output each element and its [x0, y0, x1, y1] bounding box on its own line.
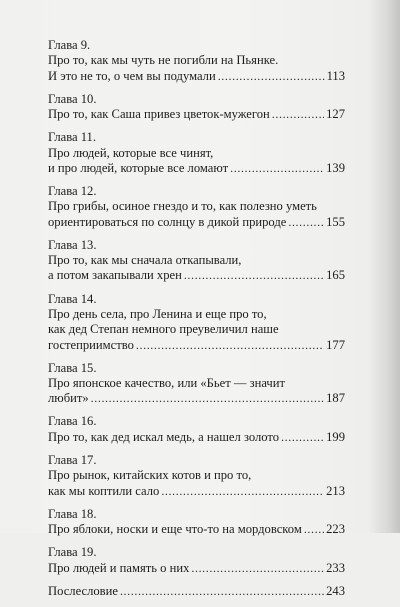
chapter-title-line: как дед Степан немного преувеличил наше [48, 322, 279, 337]
chapter-title-last-line [48, 484, 345, 499]
page-number: 233 [326, 560, 345, 575]
chapter-title-text: и про людей, которые все ломают [48, 160, 229, 175]
page-number: 213 [326, 483, 345, 498]
chapter-title-last-line [48, 561, 345, 576]
page-number: 139 [326, 160, 345, 175]
page-number: 177 [326, 337, 345, 352]
page-number: 243 [326, 583, 345, 598]
toc-entry [48, 292, 345, 353]
toc-entry [48, 584, 345, 599]
dot-leader [272, 107, 324, 122]
page-number: 127 [326, 107, 345, 122]
dot-leader [288, 215, 324, 230]
chapter-title-text: любит» [48, 391, 89, 406]
toc-entry [48, 38, 345, 84]
chapter-title-line: Про японское качество, или «Бьет — значит [48, 375, 286, 390]
table-of-contents [48, 38, 345, 607]
page-number: 113 [326, 68, 345, 83]
page-number: 223 [326, 522, 345, 537]
chapter-title-last-line [48, 268, 345, 283]
toc-entry [48, 130, 345, 176]
chapter-title-last-line [48, 391, 345, 406]
dot-leader [218, 69, 325, 84]
chapter-title-line: Про то, как мы сначала откапывали, [48, 253, 242, 268]
chapter-title-text: гостеприимство [48, 337, 134, 352]
chapter-heading: Глава 16. [48, 414, 97, 429]
chapter-title-text: Про то, как Саша привез цветок-мужегон [48, 107, 270, 122]
chapter-heading: Глава 14. [48, 291, 97, 306]
page-number: 199 [326, 429, 345, 444]
toc-entry [48, 92, 345, 123]
toc-entry [48, 453, 345, 499]
chapter-title-text: Про людей и память о них [48, 560, 190, 575]
chapter-title-text: Послесловие [48, 583, 118, 598]
chapter-title-line: Про рынок, китайских котов и про то, [48, 468, 252, 483]
chapter-title-last-line [48, 215, 345, 230]
chapter-heading: Глава 10. [48, 91, 97, 106]
chapter-title-text: Про то, как дед искал медь, а нашел золото [48, 429, 280, 444]
chapter-title-text: а потом закапывали хрен [48, 268, 182, 283]
dot-leader [161, 484, 324, 499]
dot-leader [304, 522, 324, 537]
chapter-title-line: Про людей, которые все чинят, [48, 145, 214, 160]
chapter-heading: Глава 11. [48, 130, 97, 145]
chapter-title-last-line [48, 161, 345, 176]
toc-entry [48, 184, 345, 230]
page-number: 187 [326, 391, 345, 406]
chapter-title-last-line [48, 584, 345, 599]
chapter-title-text: И это не то, о чем вы подумали [48, 68, 216, 83]
chapter-title-line: Про грибы, осиное гнездо и то, как полезно уметь [48, 199, 317, 214]
chapter-title-last-line [48, 69, 345, 84]
dot-leader [191, 561, 324, 576]
page-number: 155 [326, 214, 345, 229]
chapter-title-last-line [48, 522, 345, 537]
toc-entry [48, 361, 345, 407]
dot-leader [91, 391, 324, 406]
toc-entry [48, 545, 345, 576]
toc-entry [48, 238, 345, 284]
chapter-heading: Глава 18. [48, 506, 97, 521]
dot-leader [120, 584, 324, 599]
dot-leader [136, 338, 324, 353]
chapter-heading: Глава 9. [48, 38, 91, 52]
chapter-title-last-line [48, 430, 345, 445]
chapter-heading: Глава 13. [48, 237, 97, 252]
chapter-title-text: ориентироваться по солнцу в дикой природе [48, 214, 287, 229]
chapter-title-line: Про то, как мы чуть не погибли на Пьянке. [48, 53, 279, 68]
chapter-heading: Глава 15. [48, 360, 97, 375]
dot-leader [184, 268, 324, 283]
page-number: 165 [326, 268, 345, 283]
chapter-title-text: Про яблоки, носки и еще что-то на мордовском [48, 522, 302, 537]
chapter-heading: Глава 19. [48, 545, 97, 560]
dot-leader [281, 430, 324, 445]
dot-leader [230, 161, 324, 176]
toc-entry [48, 414, 345, 445]
chapter-title-last-line [48, 338, 345, 353]
chapter-title-text: как мы коптили сало [48, 483, 160, 498]
chapter-heading: Глава 17. [48, 452, 97, 467]
chapter-title-line: Про день села, про Ленина и еще про то, [48, 306, 267, 321]
chapter-heading: Глава 12. [48, 184, 97, 199]
chapter-title-last-line [48, 107, 345, 122]
